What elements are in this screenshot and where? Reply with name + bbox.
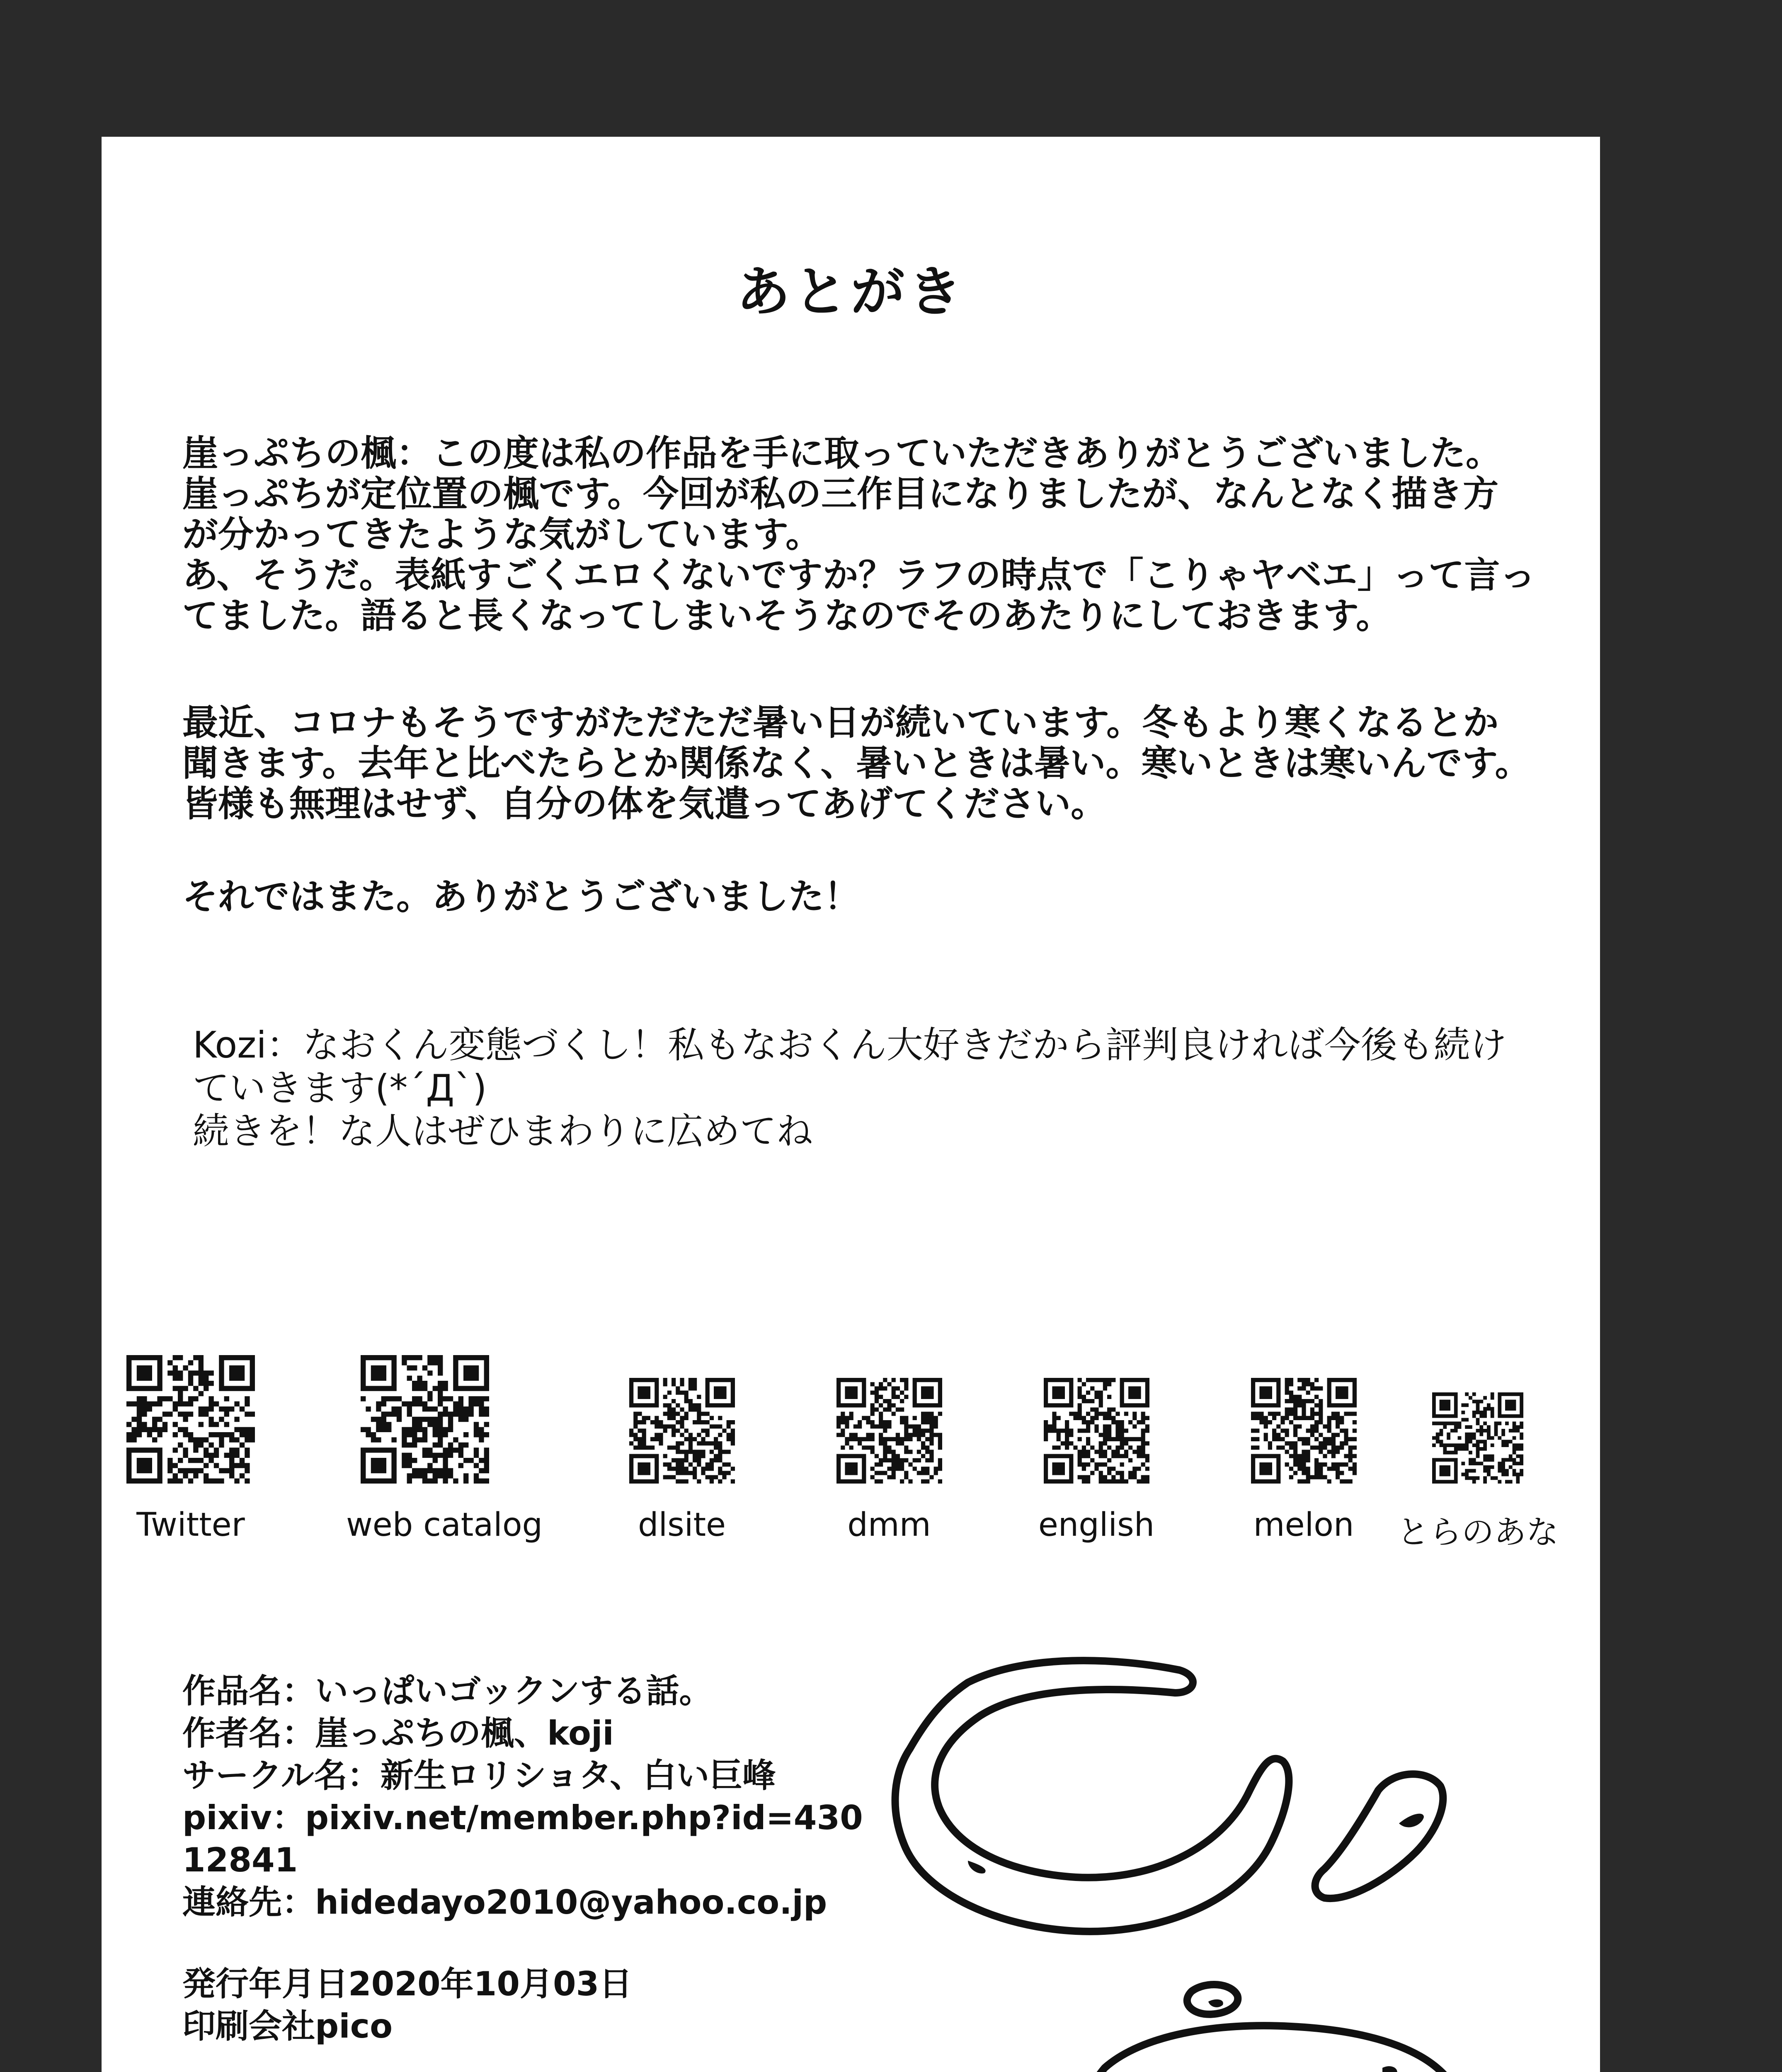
pixiv-line-cont: 12841: [182, 1841, 298, 1879]
text-line: が分かってきたような気がしています。: [182, 514, 822, 555]
contact-line: 連絡先：hidedayo2010@yahoo.co.jp: [182, 1883, 827, 1922]
splash-puddle-shape: [1069, 2026, 1464, 2072]
text-line: 崖っぷちが定位置の楓です。今回が私の三作目になりましたが、なんとなく描き方: [182, 473, 1499, 515]
publish-date-line: 発行年月日2020年10月03日: [182, 1965, 633, 2003]
colophon: [182, 1670, 863, 2072]
qr-dlsite[interactable]: [620, 1378, 744, 1544]
splash-shadow-mark: [1399, 1814, 1424, 1828]
qr-code-icon: [629, 1378, 735, 1484]
text-line: Kozi：なおくん変態づくし！私もなおくん大好きだから評判良ければ今後も続け: [193, 1024, 1507, 1066]
qr-label: とらのあな: [1397, 1514, 1559, 1551]
qr-twitter[interactable]: [118, 1355, 263, 1544]
text-line: てました。語ると長くなってしまいそうなのでそのあたりにしておきます。: [182, 595, 1392, 637]
afterword-page: [102, 137, 1600, 2072]
qr-label: web catalog: [346, 1506, 543, 1544]
author-message-kaede: [182, 433, 1571, 636]
text-line: あ、そうだ。表紙すごくエロくないですか？ラフの時点で「こりゃヤベエ」って言っ: [182, 554, 1536, 596]
splash-drop-shape: [1315, 1774, 1443, 1898]
qr-toranoana[interactable]: [1395, 1392, 1561, 1553]
qr-melon[interactable]: [1241, 1378, 1366, 1544]
author-line: 作者名：崖っぷちの楓、koji: [182, 1714, 614, 1752]
qr-english[interactable]: [1032, 1378, 1161, 1544]
page-title: あとがき: [736, 260, 965, 323]
qr-label: melon: [1253, 1506, 1354, 1544]
author-message-weather: [182, 702, 1571, 824]
author-message-kozi: [193, 1024, 1581, 1153]
text-line: ていきます(*´Д`): [193, 1067, 487, 1109]
splash-arc-shape: [895, 1661, 1289, 1932]
author-message-thanks: [182, 876, 1571, 917]
qr-label: dlsite: [638, 1506, 726, 1544]
pixiv-line: pixiv：pixiv.net/member.php?id=430: [182, 1798, 863, 1837]
text-line: 聞きます。去年と比べたらとか関係なく、暑いときは暑い。寒いときは寒いんです。: [182, 743, 1531, 784]
circle-line: サークル名：新生ロリショタ、白い巨峰: [182, 1756, 776, 1795]
qr-label: Twitter: [136, 1506, 245, 1544]
splash-shadow-mark: [1382, 2066, 1397, 2072]
qr-code-icon: [1044, 1378, 1149, 1484]
qr-code-icon: [1432, 1392, 1523, 1484]
qr-label: english: [1038, 1506, 1155, 1544]
work-title-line: 作品名：いっぱいゴックンする話。: [182, 1672, 713, 1710]
qr-label: dmm: [847, 1506, 931, 1544]
qr-code-icon: [361, 1355, 489, 1484]
text-line: 崖っぷちの楓：この度は私の作品を手に取っていただきありがとうございました。: [182, 433, 1501, 474]
qr-dmm[interactable]: [827, 1378, 951, 1544]
splash-shadow-mark: [1208, 1999, 1223, 2007]
printer-line: 印刷会社pico: [182, 2007, 393, 2045]
splash-small-blob-shape: [1187, 1985, 1238, 2014]
text-line: 最近、コロナもそうですがただただ暑い日が続いています。冬もより寒くなるとか: [182, 702, 1499, 743]
splash-shadow-mark: [968, 1861, 986, 1874]
text-line: 皆様も無理はせず、自分の体を気遣ってあげてください。: [182, 783, 1107, 825]
text-line: それではまた。ありがとうございました！: [182, 876, 860, 917]
qr-code-icon: [836, 1378, 942, 1484]
splash-doodle: [844, 1653, 1581, 2072]
qr-code-icon: [126, 1355, 255, 1484]
qr-code-icon: [1251, 1378, 1357, 1484]
text-line: 続きを！な人はぜひまわりに広めてね: [193, 1110, 813, 1152]
qr-web-catalog[interactable]: [346, 1355, 543, 1544]
